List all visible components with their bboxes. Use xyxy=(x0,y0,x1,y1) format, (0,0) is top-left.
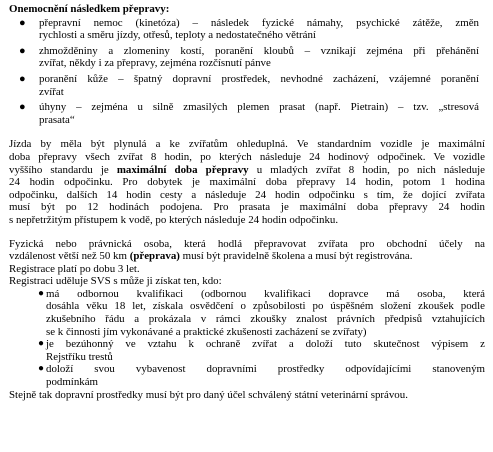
text-run: vzdálenost větší než 50 km xyxy=(9,250,130,263)
cause-line: poranění kůže – špatný dopravní prostředek, nevhodné zacházení, vzájemné poranění xyxy=(39,72,479,85)
paragraph-line: doba přepravy všech zvířat 8 hodin, po kterých následuje 24 hodinový odpočinek. Ve vozidle xyxy=(9,150,485,163)
requirement-line: je bezúhonný ve vztahu k ochraně zvířat a doloží tuto skutečnost výpisem z xyxy=(46,338,485,351)
requirement-item xyxy=(32,363,485,388)
text-run: musí být pravidelně školena a musí být registrována. xyxy=(179,250,413,263)
bullet-icon: ● xyxy=(19,16,26,29)
requirement-item xyxy=(32,288,485,338)
requirement-line: má odbornou kvalifikaci (odbornou kvalifikaci dopravce má osoba, která xyxy=(46,287,485,300)
paragraph-line xyxy=(9,164,485,177)
requirement-line: dosáhla věku 18 let, získala osvědčení o způsobilosti po úspěšném složení zkoušek podle xyxy=(46,300,485,313)
paragraph-line: musí být po 12 hodinách podojena. Pro prasata je maximální doba přepravy 24 hodin xyxy=(9,201,485,214)
causes-list xyxy=(9,17,485,127)
bullet-icon: ● xyxy=(19,44,26,57)
bullet-icon: ● xyxy=(19,101,26,114)
section-heading: Onemocnění následkem přepravy: xyxy=(9,3,170,15)
cause-line: zvířat xyxy=(39,85,64,98)
cause-item xyxy=(19,44,479,70)
paragraph-line: Registrace platí po dobu 3 let. xyxy=(9,262,140,275)
requirement-line: Rejstříku trestů xyxy=(46,350,113,363)
paragraph-line: Fyzická nebo právnická osoba, která hodlá přepravovat zvířata pro obchodní účely na xyxy=(9,237,485,250)
requirement-line: podmínkám xyxy=(46,376,99,389)
requirement-line: se k činnosti jím vykonávané a praktické zkušenosti zacházení se zvířaty) xyxy=(46,325,367,338)
paragraph-line: Jízda by měla být plynulá a ke zvířatům ohleduplná. Ve standardním vozidle je maximální xyxy=(9,138,485,151)
cause-line: prasata“ xyxy=(39,113,75,126)
paragraph-line xyxy=(9,250,485,263)
cause-item xyxy=(19,72,479,98)
bullet-icon: ● xyxy=(38,287,45,299)
cause-item xyxy=(19,101,479,126)
cause-line: rychlosti a směru jízdy, otřesů, teploty a nedostatečného větrání xyxy=(39,29,316,42)
requirement-line: zkušebního řádu a prokázala v rámci zkoušky znalost právních předpisů vztahujících xyxy=(46,313,485,326)
cause-item xyxy=(19,16,479,42)
cause-line: zhmožděniny a zlomeniny kostí, poranění kloubů – vznikají zejména při přehánění xyxy=(39,44,479,57)
bold-text-run: maximální doba přepravy xyxy=(116,163,249,176)
bullet-icon: ● xyxy=(38,363,45,375)
paragraph-line: Registraci uděluje SVS s může ji získat ten, kdo: xyxy=(9,275,222,288)
document-page xyxy=(9,3,485,401)
bullet-icon: ● xyxy=(38,338,45,350)
cause-line: zvířat, někdy i za přepravy, zejména rozčísnutí pánve xyxy=(39,57,271,70)
person-paragraph xyxy=(9,238,485,288)
requirement-line: doloží svou vybavenost dopravními prostředky odpovídajícími stanoveným xyxy=(46,363,485,376)
closing-line: Stejně tak dopravní prostředky musí být pro daný účel schválený státní veterinární správou. xyxy=(9,388,408,401)
text-run: vyššího standardu je xyxy=(9,163,117,176)
cause-line: úhyny – zejména u silně zmasilých plemen prasat (např. Pietrain) – tzv. „stresová xyxy=(39,101,479,114)
paragraph-line: 24 hodin odpočinku. Pro dobytek je maximální doba přepravy 14 hodin, potom 1 hodina xyxy=(9,176,485,189)
requirement-item xyxy=(32,338,485,363)
paragraph-line: s nepřetržitým přístupem k vodě, po kterých následuje 24 hodin odpočinku. xyxy=(9,213,339,226)
cause-line: přepravní nemoc (kinetóza) – následek fyzické námahy, psychické zátěže, změn xyxy=(39,16,479,29)
paragraph-line: odpočinku, dalších 14 hodin cesty a následuje 24 hodin odpočinku s tím, že dojící zvířata xyxy=(9,188,485,201)
bold-text-run: (přeprava) xyxy=(129,250,180,263)
text-run: u mladých zvířat 8 hodin, po nich následuje xyxy=(248,163,486,176)
requirements-list xyxy=(9,288,485,389)
transport-paragraph xyxy=(9,138,485,226)
bullet-icon: ● xyxy=(19,72,26,85)
